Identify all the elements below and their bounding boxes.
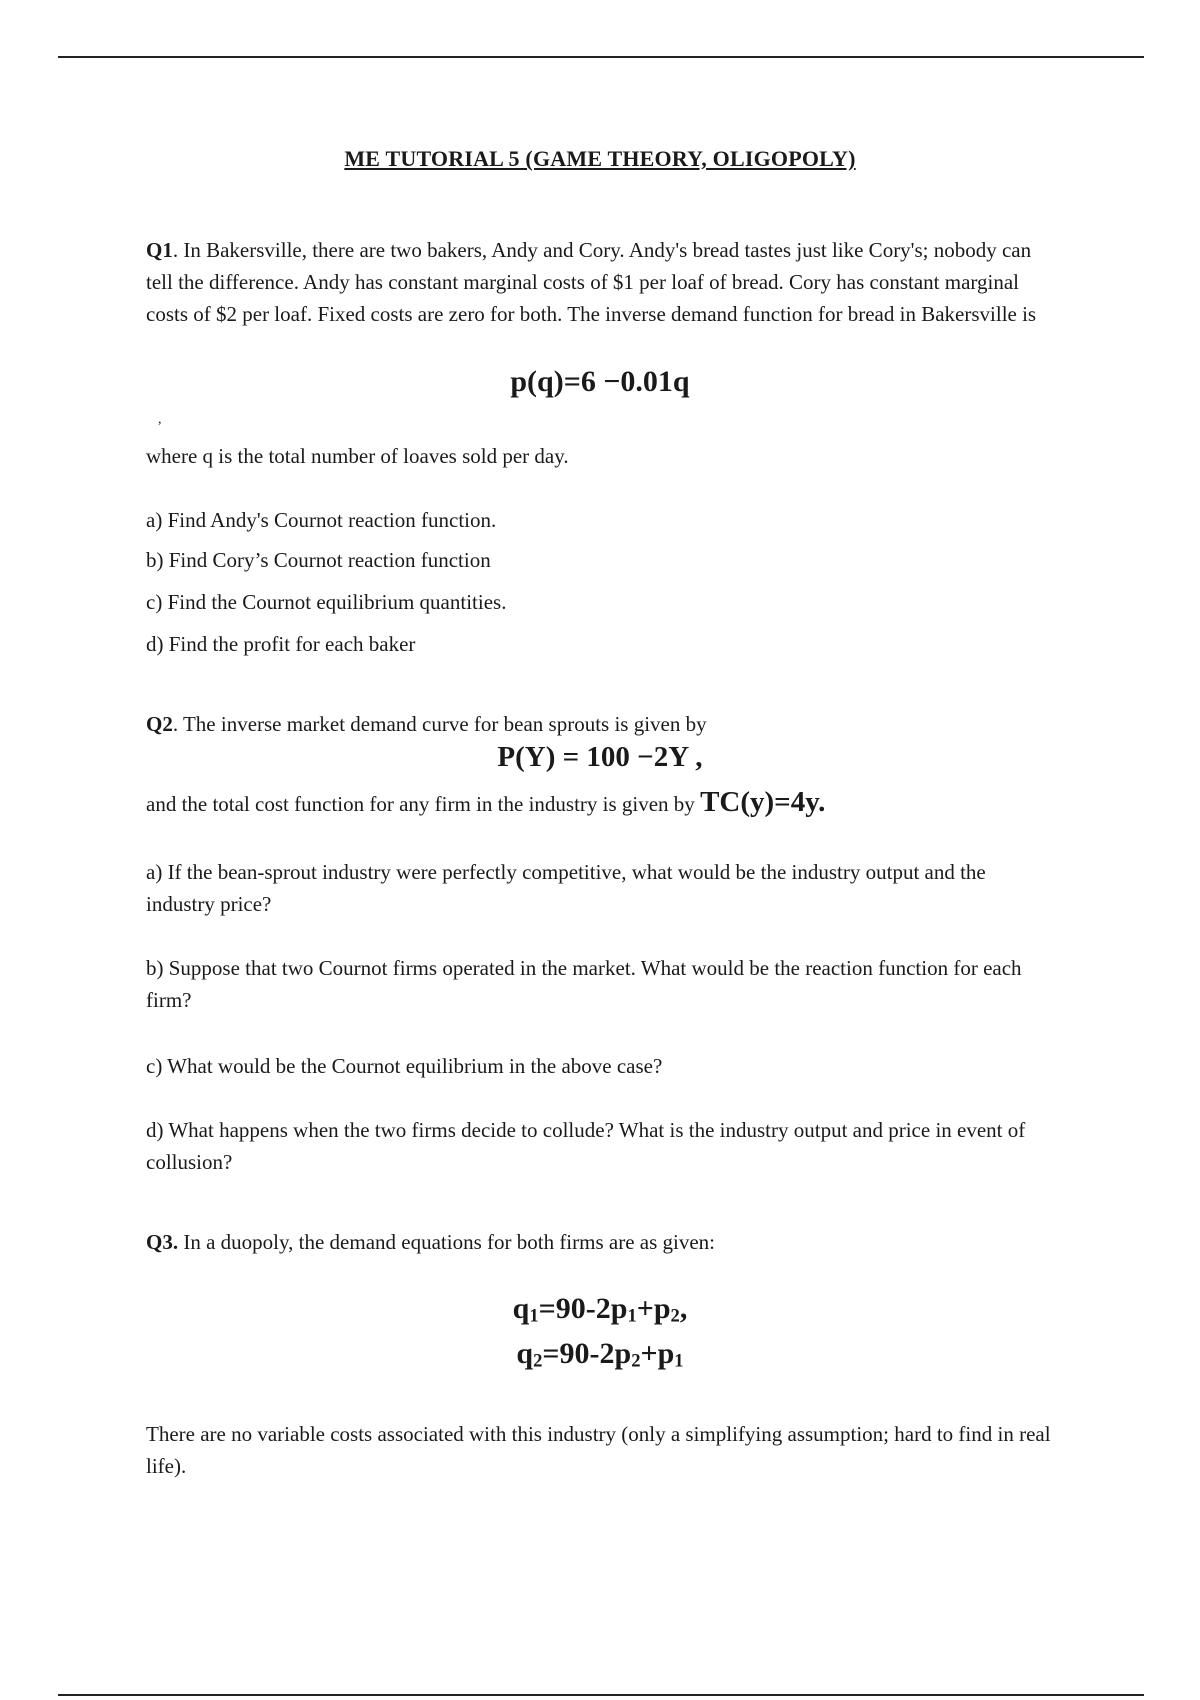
q3-text: In a duopoly, the demand equations for both firms are as given: — [178, 1230, 716, 1254]
q1-part-c: c) Find the Cournot equilibrium quantities. — [146, 590, 507, 614]
q2-cost-equation: TC(y)=4y. — [700, 786, 826, 818]
bottom-rule — [58, 1694, 1144, 1696]
q1-label: Q1 — [146, 238, 173, 262]
stray-comma: , — [158, 412, 162, 427]
q2-part-c: c) What would be the Cournot equilibrium in the above case? — [146, 1054, 663, 1078]
q3-demand-equation-2: $q_2=90-2p_2+p_1$ — [516, 1337, 684, 1372]
q3-label: Q3. — [146, 1230, 179, 1254]
top-rule — [58, 56, 1144, 58]
q2-paragraph — [146, 708, 1056, 740]
q2-demand-equation: P(Y) = 100 −2Y , — [497, 741, 703, 773]
q1-part-b: b) Find Cory’s Cournot reaction function — [146, 548, 491, 572]
q1-after-text: where q is the total number of loaves sold per day. — [146, 444, 569, 468]
q1-part-d: d) Find the profit for each baker — [146, 632, 416, 656]
q2-part-b: b) Suppose that two Cournot firms operated in the market. What would be the reaction function for each firm? — [146, 956, 1022, 1012]
q2-cost-line — [146, 786, 1056, 820]
q1-demand-equation: p(q)=6 −0.01q — [510, 365, 690, 398]
q2-label: Q2 — [146, 712, 173, 736]
q3-after-text: There are no variable costs associated with this industry (only a simplifying assumption; hard to find in real life). — [146, 1422, 1051, 1478]
q3-demand-equation-1: $q_1=90-2p_1+p_2$, — [512, 1292, 688, 1327]
q2-text: . The inverse market demand curve for bean sprouts is given by — [172, 712, 707, 736]
q2-part-d: d) What happens when the two firms decide to collude? What is the industry output and price in event of collusion? — [146, 1118, 1026, 1174]
q1-paragraph — [146, 234, 1056, 330]
q2-part-a: a) If the bean-sprout industry were perfectly competitive, what would be the industry output and the industry price? — [146, 860, 986, 916]
q1-text: . In Bakersville, there are two bakers, Andy and Cory. Andy's bread tastes just like Cory's; nobody can tell the difference. Andy has constant marginal costs of $1 per loaf of bread. Cory has constant marginal costs of $2 per loaf. Fixed costs are zero for both. The inverse demand function for bread in Bakersville is — [146, 238, 1037, 326]
q2-cost-text: and the total cost function for any firm in the industry is given by — [146, 792, 695, 816]
q3-paragraph — [146, 1226, 1056, 1258]
page-title: ME TUTORIAL 5 (GAME THEORY, OLIGOPOLY) — [344, 146, 856, 171]
q1-part-a: a) Find Andy's Cournot reaction function. — [146, 508, 497, 532]
